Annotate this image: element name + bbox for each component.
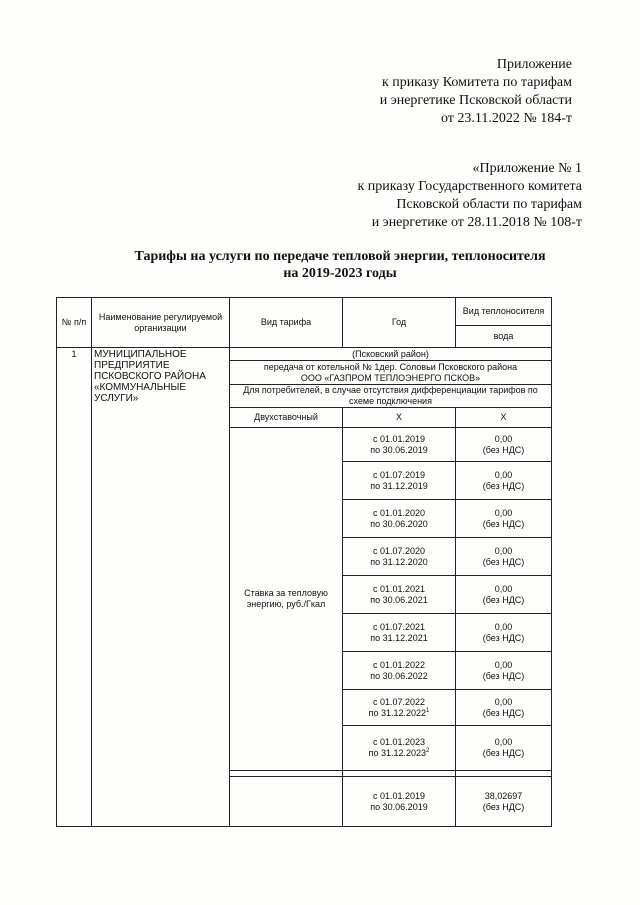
x-cell: Х bbox=[343, 408, 456, 428]
period-from: с 01.07.2020 bbox=[372, 545, 426, 556]
period-to: по 30.06.2019 bbox=[370, 444, 428, 455]
two-part-tariff: Двухставочный bbox=[230, 408, 343, 428]
period-from: с 01.01.2019 bbox=[372, 433, 426, 444]
header-org: Наименование регулируемой организации bbox=[92, 298, 230, 348]
period-cell bbox=[343, 538, 456, 576]
document-title bbox=[60, 248, 620, 282]
value-cell bbox=[456, 462, 552, 500]
period-from: с 01.07.2022 bbox=[372, 696, 426, 707]
original-appendix-header bbox=[358, 160, 583, 232]
vat-note: (без НДС) bbox=[482, 480, 525, 491]
period-cell bbox=[343, 462, 456, 500]
period-cell bbox=[343, 652, 456, 690]
vat-note: (без НДС) bbox=[482, 518, 525, 529]
header-year: Год bbox=[343, 298, 456, 348]
tariff-value: 0,00 bbox=[494, 621, 513, 632]
footnote-mark: 1 bbox=[426, 707, 430, 714]
period-from: с 01.07.2021 bbox=[372, 621, 426, 632]
period-to: по 30.06.2022 bbox=[370, 670, 428, 681]
period-from: с 01.01.2019 bbox=[372, 790, 426, 801]
period-from: с 01.01.2023 bbox=[372, 737, 426, 747]
appendix-line: и энергетике Псковской области bbox=[379, 93, 572, 108]
value-cell bbox=[456, 428, 552, 462]
value-cell bbox=[456, 777, 552, 827]
value-cell bbox=[456, 614, 552, 652]
period-from: с 01.01.2022 bbox=[372, 659, 426, 670]
value-cell bbox=[456, 538, 552, 576]
title-line: на 2019-2023 годы bbox=[283, 266, 397, 281]
period-cell bbox=[343, 576, 456, 614]
value-cell bbox=[456, 652, 552, 690]
tariff-value: 0,00 bbox=[494, 507, 513, 518]
period-cell bbox=[343, 500, 456, 538]
appendix-line: к приказу Государственного комитета bbox=[357, 179, 582, 194]
transfer-line: передача от котельной № 1дер. Соловьи Псковского района bbox=[263, 361, 518, 372]
period-to: по 31.12.2020 bbox=[370, 556, 428, 567]
appendix-line: от 23.11.2022 № 184-т bbox=[440, 111, 572, 126]
vat-note: (без НДС) bbox=[482, 748, 525, 758]
tariff-value: 0,00 bbox=[494, 545, 513, 556]
period-to: по 30.06.2020 bbox=[370, 518, 428, 529]
vat-note: (без НДС) bbox=[482, 594, 525, 605]
tariff-value: 0,00 bbox=[494, 696, 513, 707]
value-cell bbox=[456, 690, 552, 726]
period-to: по 31.12.2021 bbox=[370, 632, 428, 643]
tariff-table bbox=[56, 297, 552, 827]
consumers-cell: Для потребителей, в случае отсутствия дифференциации тарифов по схеме подключения bbox=[230, 385, 552, 408]
period-from: с 01.01.2020 bbox=[372, 507, 426, 518]
period-to: по 31.12.2023 bbox=[368, 748, 427, 758]
tariff-value: 0,00 bbox=[494, 583, 513, 594]
vat-note: (без НДС) bbox=[482, 444, 525, 455]
title-line: Тарифы на услуги по передаче тепловой энергии, теплоносителя bbox=[134, 249, 546, 264]
header-water: вода bbox=[456, 326, 552, 348]
vat-note: (без НДС) bbox=[482, 632, 525, 643]
period-from: с 01.07.2019 bbox=[372, 469, 426, 480]
appendix-line: Псковской области по тарифам bbox=[396, 197, 582, 212]
vat-note: (без НДС) bbox=[482, 556, 525, 567]
period-to: по 30.06.2021 bbox=[370, 594, 428, 605]
period-cell bbox=[343, 428, 456, 462]
period-cell bbox=[343, 690, 456, 726]
period-to: по 31.12.2019 bbox=[370, 480, 428, 491]
value-cell bbox=[456, 500, 552, 538]
value-cell bbox=[456, 576, 552, 614]
empty-tariff-cell bbox=[230, 777, 343, 827]
vat-note: (без НДС) bbox=[482, 707, 525, 718]
vat-note: (без НДС) bbox=[482, 801, 525, 812]
tariff-value: 0,00 bbox=[494, 469, 513, 480]
appendix-line: Приложение bbox=[496, 57, 572, 72]
appendix-line: к приказу Комитета по тарифам bbox=[381, 75, 572, 90]
header-coolant: Вид теплоносителя bbox=[456, 298, 552, 326]
header-num: № п/п bbox=[57, 298, 92, 348]
vat-note: (без НДС) bbox=[482, 670, 525, 681]
appendix-line: и энергетике от 28.11.2018 № 108-т bbox=[371, 215, 582, 230]
tariff-value: 38,02697 bbox=[484, 790, 523, 801]
transfer-line: ООО «ГАЗПРОМ ТЕПЛОЭНЕРГО ПСКОВ» bbox=[300, 372, 481, 383]
footnote-mark: 2 bbox=[426, 748, 430, 754]
tariff-value: 0,00 bbox=[494, 659, 513, 670]
x-cell: Х bbox=[456, 408, 552, 428]
header-tariff-type: Вид тарифа bbox=[230, 298, 343, 348]
tariff-value: 0,00 bbox=[494, 433, 513, 444]
period-cell bbox=[343, 726, 456, 771]
period-to: по 31.12.2022 bbox=[368, 707, 427, 718]
period-to: по 30.06.2019 bbox=[370, 801, 428, 812]
rate-label: Ставка за тепловую энергию, руб./Гкал bbox=[230, 428, 343, 771]
appendix-line: «Приложение № 1 bbox=[472, 161, 582, 176]
row-number: 1 bbox=[57, 348, 92, 827]
tariff-value: 0,00 bbox=[494, 737, 513, 747]
period-cell bbox=[343, 614, 456, 652]
value-cell bbox=[456, 726, 552, 771]
district-cell: (Псковский район) bbox=[230, 348, 552, 361]
transfer-cell bbox=[230, 361, 552, 385]
appendix-header bbox=[380, 56, 572, 128]
organization-name: МУНИЦИПАЛЬНОЕ ПРЕДПРИЯТИЕ ПСКОВСКОГО РАЙОНА «КОММУНАЛЬНЫЕ УСЛУГИ» bbox=[92, 348, 230, 827]
period-from: с 01.01.2021 bbox=[372, 583, 426, 594]
period-cell bbox=[343, 777, 456, 827]
